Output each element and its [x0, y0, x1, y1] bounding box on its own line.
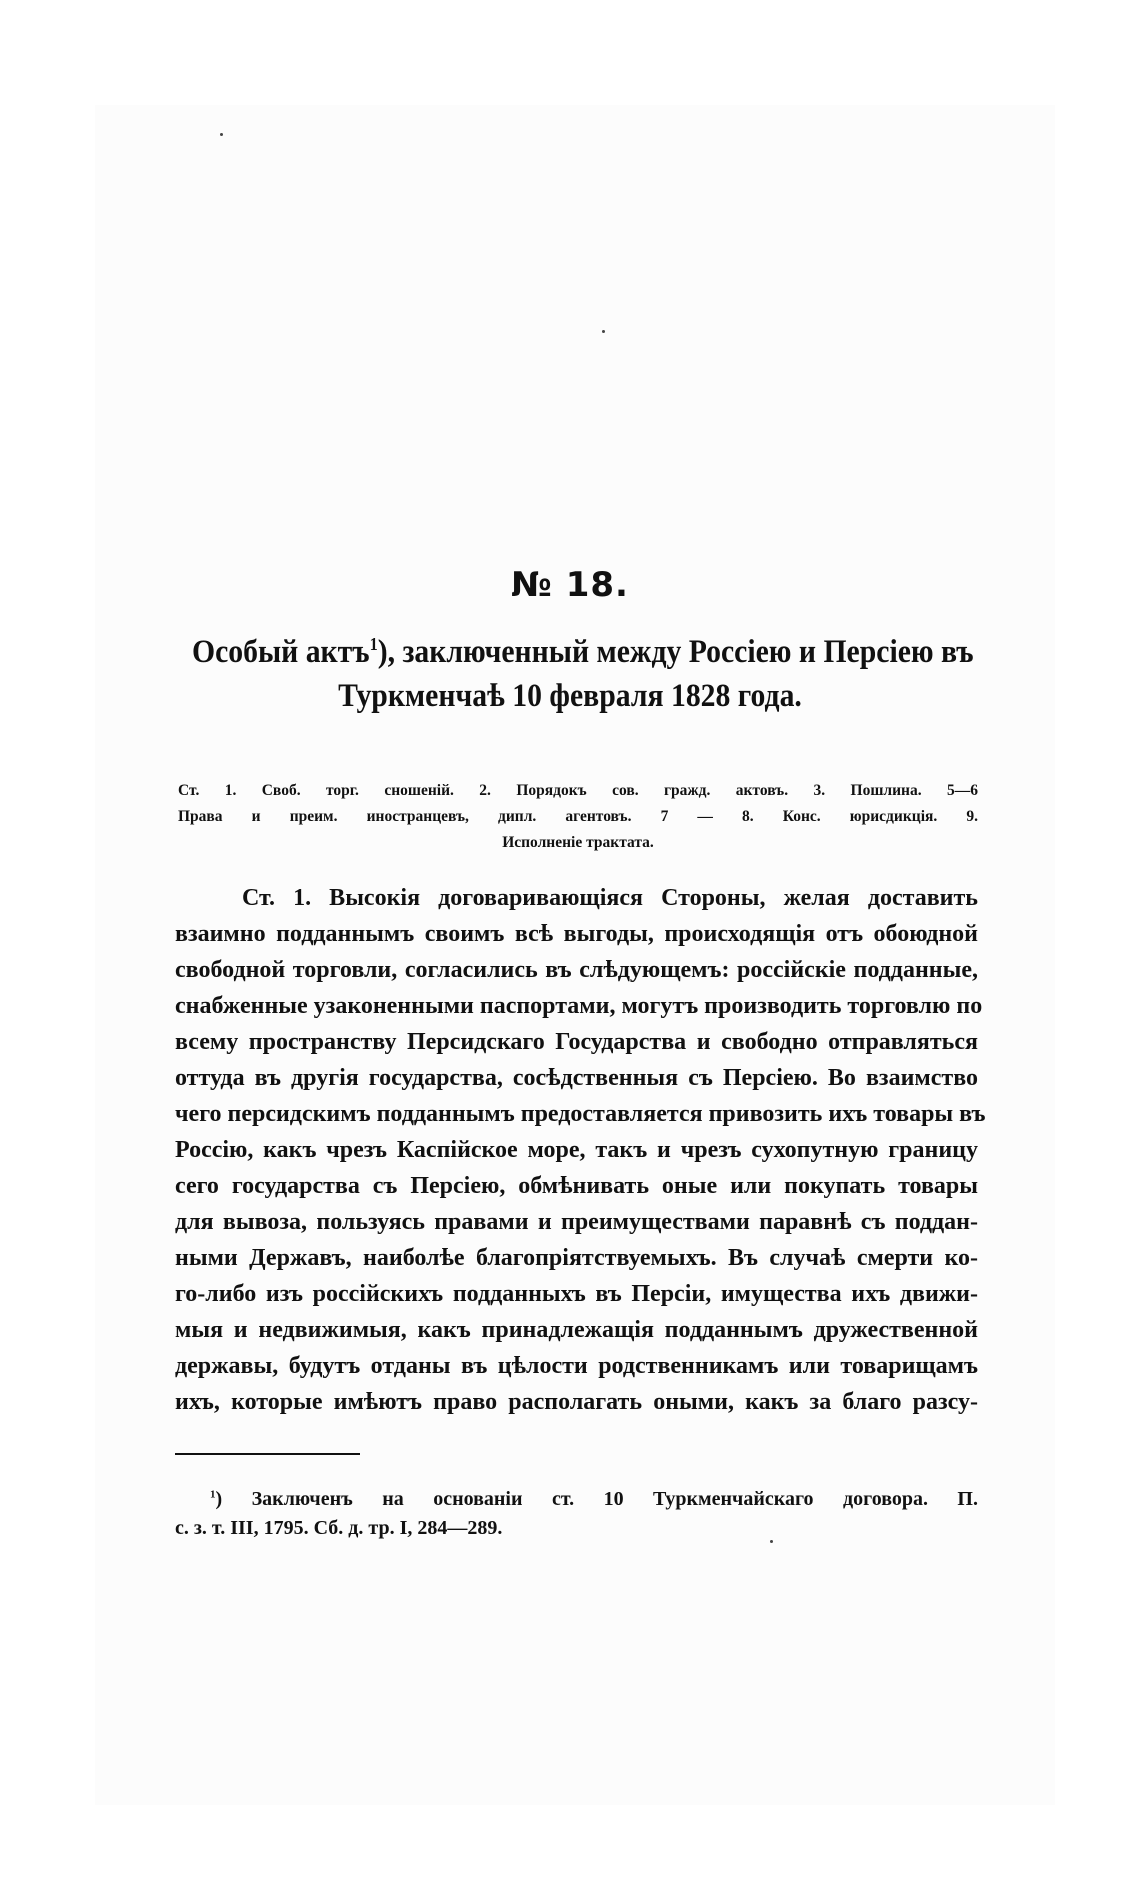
article-summary: [178, 778, 978, 856]
footnote-line: $^1$) Заключенъ на основаніи ст. 10 Туркменчайскаго договора. П.: [210, 1488, 978, 1510]
footnote: [175, 1485, 978, 1543]
footnote-mark: 1: [210, 1488, 216, 1501]
body-line: снабженные узаконенными паспортами, могутъ производить торговлю по: [175, 993, 983, 1019]
document-number: № 18.: [511, 565, 629, 605]
body-line: ными Державъ, наиболѣе благопріятствуемыхъ. Въ случаѣ смерти ко-: [175, 1245, 978, 1271]
body-line: Ст. 1. Высокія договаривающіяся Стороны, желая доставить: [242, 885, 978, 911]
title-line-1: Особый актъ$^1$), заключенный между Россіею и Персіею въ: [192, 634, 974, 670]
title-line-2: Туркменчаѣ 10 февраля 1828 года.: [338, 678, 802, 714]
body-line: державы, будутъ отданы въ цѣлости родственникамъ или товарищамъ: [175, 1353, 978, 1379]
scan-speck: [602, 330, 605, 333]
summary-line: Ст. 1. Своб. торг. сношеній. 2. Порядокъ сов. гражд. актовъ. 3. Пошлина. 5—6: [178, 782, 978, 799]
title-footnote-mark: 1: [369, 634, 378, 654]
body-line: го-либо изъ россійскихъ подданныхъ въ Персіи, имущества ихъ движи-: [175, 1281, 978, 1307]
body-line: чего персидскимъ подданнымъ предоставляется привозить ихъ товары въ: [175, 1101, 986, 1127]
footnote-line: с. з. т. III, 1795. Сб. д. тр. I, 284—289.: [175, 1517, 503, 1539]
body-line: ихъ, которые имѣютъ право располагать оными, какъ за благо разсу-: [175, 1389, 978, 1415]
body-line: Россію, какъ чрезъ Каспійское море, такъ и чрезъ сухопутную границу: [175, 1137, 978, 1163]
body-line: для вывоза, пользуясь правами и преимуществами паравнѣ съ поддан-: [175, 1209, 978, 1235]
summary-line: Исполненіе трактата.: [502, 834, 654, 851]
body-line: всему пространству Персидскаго Государства и свободно отправляться: [175, 1029, 978, 1055]
summary-line: Права и преим. иностранцевъ, дипл. агентовъ. 7 — 8. Конс. юрисдикція. 9.: [178, 808, 978, 825]
footnote-divider: [175, 1453, 360, 1455]
document-title: [192, 630, 974, 718]
body-line: свободной торговли, согласились въ слѣдующемъ: россійскіе подданные,: [175, 957, 978, 983]
body-line: взаимно подданнымъ своимъ всѣ выгоды, происходящія отъ обоюдной: [175, 921, 978, 947]
scan-speck: [220, 133, 223, 136]
body-line: сего государства съ Персіею, обмѣнивать оные или покупать товары: [175, 1173, 978, 1199]
body-line: оттуда въ другія государства, сосѣдственныя съ Персіею. Во взаимство: [175, 1065, 978, 1091]
article-1-text: [175, 880, 986, 1420]
body-line: мыя и недвижимыя, какъ принадлежащія подданнымъ дружественной: [175, 1317, 978, 1343]
